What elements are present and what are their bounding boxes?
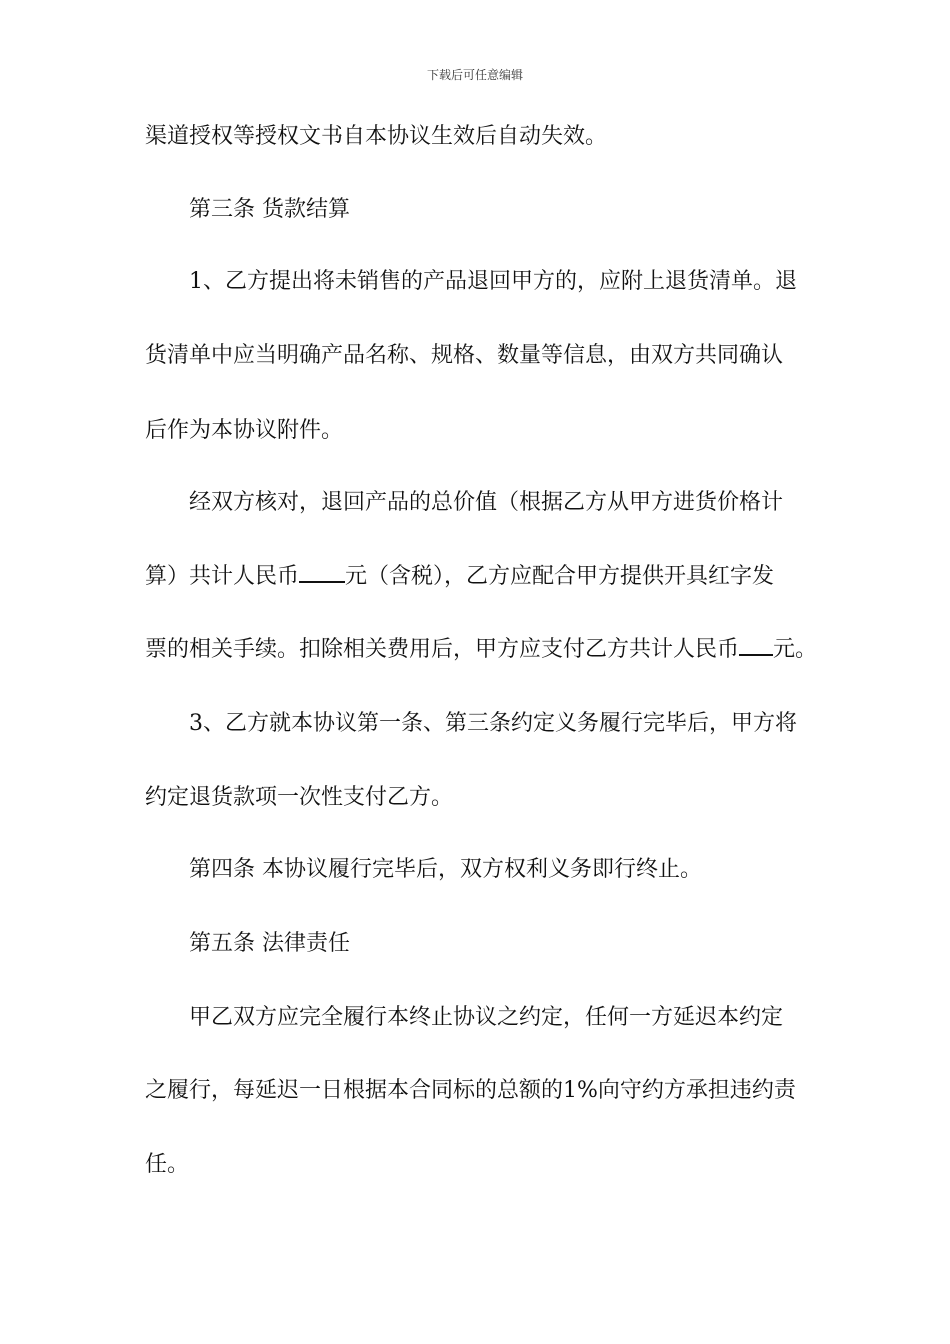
page-header: 下载后可任意编辑 [426,68,523,82]
paragraph-line: 3、乙方就本协议第一条、第三条约定义务履行完毕后，甲方将 [189,711,797,736]
paragraph-text: 元（含税），乙方应配合甲方提供开具红字发 [345,564,775,589]
paragraph-text: 算）共计人民币 [145,564,300,589]
paragraph-line [145,563,774,591]
paragraph-line: 经双方核对，退回产品的总价值（根据乙方从甲方进货价格计 [189,490,784,515]
section-heading: 第五条 法律责任 [189,931,350,956]
paragraph-text: 票的相关手续。扣除相关费用后，甲方应支付乙方共计人民币 [145,637,740,662]
paragraph-line: 任。 [145,1152,190,1177]
paragraph-line: 甲乙双方应完全履行本终止协议之约定，任何一方延迟本约定 [189,1005,784,1030]
paragraph-line: 货清单中应当明确产品名称、规格、数量等信息，由双方共同确认 [145,343,784,368]
paragraph-line: 之履行，每延迟一日根据本合同标的总额的1%向守约方承担违约责 [145,1078,796,1103]
paragraph-line: 1、乙方提出将未销售的产品退回甲方的，应附上退货清单。退 [189,269,797,294]
paragraph-line: 渠道授权等授权文书自本协议生效后自动失效。 [145,124,608,149]
paragraph-line: 后作为本协议附件。 [145,418,344,443]
section-heading: 第三条 货款结算 [189,197,350,222]
paragraph-line [145,636,817,664]
paragraph-text: 元。 [773,637,818,662]
paragraph-line: 约定退货款项一次性支付乙方。 [145,785,454,810]
fill-in-blank [299,563,345,583]
fill-in-blank [739,636,773,656]
section-heading: 第四条 本协议履行完毕后，双方权利义务即行终止。 [189,857,702,882]
